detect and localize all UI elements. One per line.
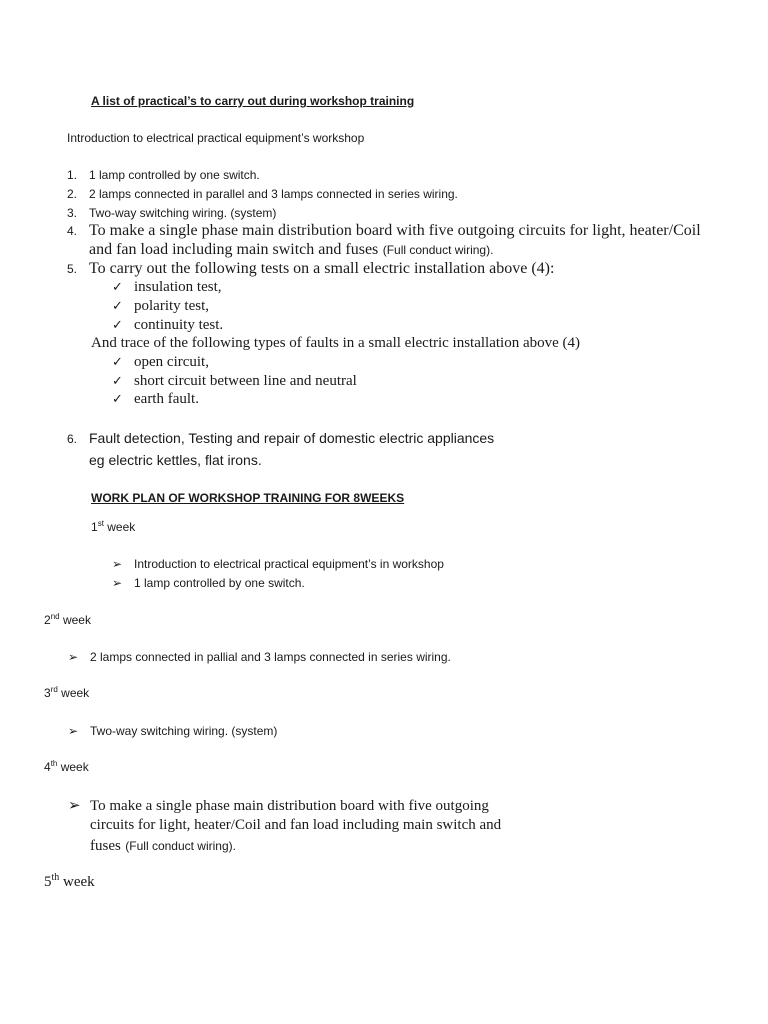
workplan-title: WORK PLAN OF WORKSHOP TRAINING FOR 8WEEKS xyxy=(91,491,405,505)
list-item-2: 2. 2 lamps connected in parallel and 3 lamps connected in series wiring. xyxy=(67,187,458,201)
check-mark-icon: ✓ xyxy=(112,298,123,313)
list-item-5: 5. To carry out the following tests on a small electric installation above (4): xyxy=(67,260,555,277)
check-mark-icon: ✓ xyxy=(112,354,123,369)
week-3-heading: 3rd week xyxy=(44,685,90,700)
week-4-item-1-line-2: circuits for light, heater/Coil and fan load including main switch and xyxy=(90,817,502,833)
week-2-heading: 2nd week xyxy=(44,612,91,627)
arrowhead-bullet-icon: ➢ xyxy=(68,724,79,738)
list-item-6: 6. Fault detection, Testing and repair of domestic electric appliances xyxy=(67,430,495,446)
list-item-6-continued: eg electric kettles, flat irons. xyxy=(89,452,262,468)
check-mark-icon: ✓ xyxy=(112,373,123,388)
arrowhead-bullet-icon: ➢ xyxy=(112,557,123,571)
check-mark-icon: ✓ xyxy=(112,317,123,332)
list-item-4: 4. To make a single phase main distribution board with five outgoing circuits for light, heater/Coil xyxy=(67,222,701,239)
test-item-continuity: ✓ continuity test. xyxy=(112,317,224,333)
week-2-item-1: ➢ 2 lamps connected in pallial and 3 lamps connected in series wiring. xyxy=(68,650,451,664)
fault-item-short-circuit: ✓ short circuit between line and neutral xyxy=(112,373,357,389)
week-3-item-1: ➢ Two-way switching wiring. (system) xyxy=(68,724,278,738)
list-item-4-continued: and fan load including main switch and fuses (Full conduct wiring). xyxy=(89,241,494,258)
arrowhead-bullet-icon: ➢ xyxy=(112,576,123,590)
test-item-insulation: ✓ insulation test, xyxy=(112,279,222,295)
week-5-heading: 5th week xyxy=(44,872,95,890)
list-item-3: 3. Two-way switching wiring. (system) xyxy=(67,206,277,220)
intro-line: Introduction to electrical practical equipment’s workshop xyxy=(67,131,365,145)
faults-intro: And trace of the following types of faults in a small electric installation above (4) xyxy=(91,335,581,351)
arrowhead-bullet-icon: ➢ xyxy=(68,798,81,814)
fault-item-earth-fault: ✓ earth fault. xyxy=(112,391,199,407)
week-1-item-1: ➢ Introduction to electrical practical equipment’s in workshop xyxy=(112,557,444,571)
check-mark-icon: ✓ xyxy=(112,279,123,294)
arrowhead-bullet-icon: ➢ xyxy=(68,650,79,664)
week-4-item-1: ➢ To make a single phase main distribution board with five outgoing xyxy=(68,798,489,814)
week-4-heading: 4th week xyxy=(44,759,89,774)
test-item-polarity: ✓ polarity test, xyxy=(112,298,209,314)
check-mark-icon: ✓ xyxy=(112,391,123,406)
week-1-heading: 1st week xyxy=(91,519,136,534)
week-1-item-2: ➢ 1 lamp controlled by one switch. xyxy=(112,576,305,590)
document-title: A list of practical’s to carry out during workshop training xyxy=(91,94,415,108)
fault-item-open-circuit: ✓ open circuit, xyxy=(112,354,209,370)
list-item-1: 1. 1 lamp controlled by one switch. xyxy=(67,168,260,182)
week-4-item-1-line-3: fuses (Full conduct wiring). xyxy=(90,838,236,854)
